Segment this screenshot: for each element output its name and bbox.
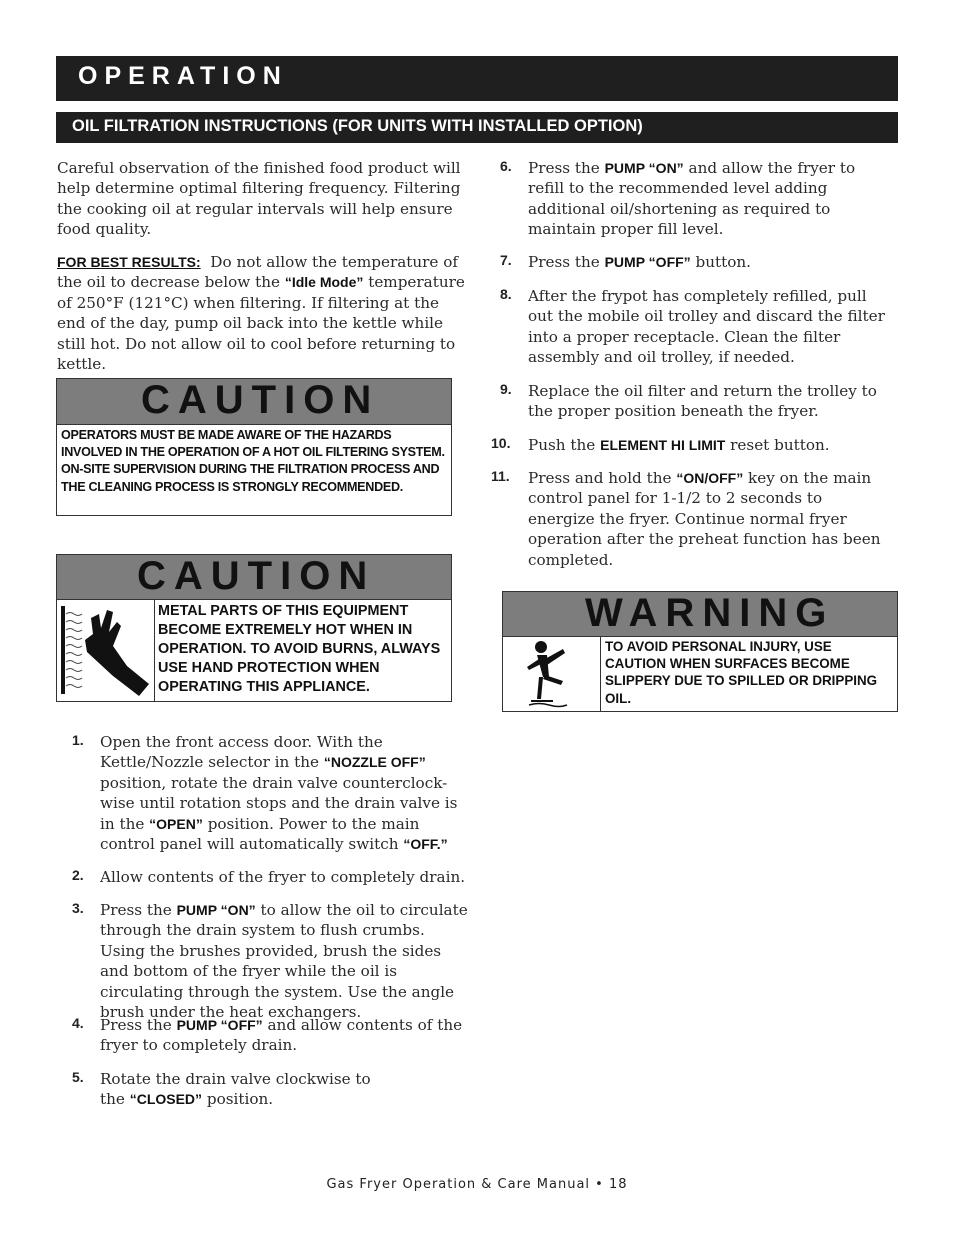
step-bold-part: “OFF.”: [403, 836, 448, 853]
caution-burns-text: METAL PARTS OF THIS EQUIPMENT BECOME EXTREMELY HOT WHEN IN OPERATION. TO AVOID BURNS, ALWAYS USE HAND PROTECTION WHEN OPERATING THIS APPLIANCE.: [158, 603, 441, 695]
step-text-part: button.: [695, 253, 751, 271]
step-text-part: reset button.: [730, 436, 830, 454]
step-number: 7.: [500, 252, 512, 268]
step-text-part: and allow the fryer to refill to the recommended level adding additional oil/shortening as required to maintain proper fill level.: [528, 159, 856, 239]
step-text: [100, 867, 468, 887]
step-text: [528, 381, 878, 422]
step-bold-part: “OPEN”: [149, 815, 203, 832]
step-text: [100, 900, 468, 1022]
step-text-part: Push the: [528, 436, 596, 454]
intro-text: Careful observation of the finished food product will help determine optimal filtering frequency. Filtering the cooking oil at regular intervals will help ensure food quality.: [57, 159, 461, 239]
step-number: 1.: [72, 732, 84, 748]
step-bold-part: PUMP “ON”: [176, 902, 256, 918]
step-number: 6.: [500, 158, 512, 174]
header-bar: [56, 56, 898, 101]
step-text-part: Press and hold the: [528, 469, 672, 487]
caution-hazards-text: OPERATORS MUST BE MADE AWARE OF THE HAZARDS INVOLVED IN THE OPERATION OF A HOT OIL FILTERING SYSTEM. ON-SITE SUPERVISION DURING THE FILTRATION PROCESS AND THE CLEANING PROCESS IS STRONGLY RECOMMENDED.: [61, 428, 445, 494]
step-text-part: Allow contents of the fryer to completely drain.: [100, 868, 466, 886]
best-results-bold-1: “Idle Mode”: [284, 274, 364, 291]
warning-header: [503, 592, 897, 637]
warning-title: WARNING: [585, 591, 835, 635]
step-bold-part: PUMP “OFF”: [176, 1017, 263, 1033]
page-footer: Gas Fryer Operation & Care Manual • 18: [326, 1177, 628, 1192]
step-text-part: position.: [206, 1090, 274, 1109]
step-bold-part: “ON/OFF”: [676, 470, 744, 486]
step-text-part: to allow the oil to circulate through the drain system to flush crumbs. Using the brushes provided, brush the sides and bottom of the fryer while the oil is circulating through the system. Use the angle brush under the heat exchangers.: [100, 901, 468, 1022]
step-text: [528, 286, 892, 368]
step-text: [528, 435, 892, 455]
step-text: [528, 158, 888, 240]
step-number: 4.: [72, 1015, 84, 1031]
step-bold-part: “NOZZLE OFF”: [323, 754, 426, 771]
step-text-part: Replace the oil filter and return the trolley to the proper position beneath the fryer.: [528, 382, 877, 421]
caution-header: [57, 379, 451, 425]
best-results-paragraph: [57, 252, 467, 374]
step-number: 10.: [491, 435, 511, 451]
caution-title: CAUTION: [137, 554, 376, 598]
step-bold-part: “CLOSED”: [129, 1091, 203, 1108]
best-results-text-2: temperature of 250°F (121°C) when filtering. If filtering at the end of the day, pump oil back into the kettle while still hot. Do not allow oil to cool before returning to kettle.: [57, 273, 465, 374]
step-number: 5.: [72, 1069, 84, 1085]
step-text-part: position. Power to the main control panel will automatically switch: [100, 814, 420, 854]
hot-surface-icon-cell: [57, 600, 155, 701]
hot-surface-hand-icon: [57, 600, 153, 700]
step-text: [100, 732, 468, 854]
section-bar: [56, 112, 898, 143]
step-bold-part: PUMP “ON”: [604, 160, 684, 176]
intro-paragraph: [57, 158, 467, 240]
step-text-part: and allow contents of the fryer to completely drain.: [100, 1016, 463, 1055]
caution-box-burns: [56, 554, 452, 702]
best-results-label: FOR BEST RESULTS:: [57, 254, 201, 270]
slip-icon-cell: [503, 637, 601, 711]
step-text: [100, 1069, 400, 1110]
slipping-person-icon: [503, 637, 599, 709]
step-bold-part: ELEMENT HI LIMIT: [600, 437, 726, 453]
step-text-part: Press the: [528, 159, 600, 177]
step-text-part: Press the: [100, 901, 172, 919]
caution-box-hazards: [56, 378, 452, 516]
caution-header: [57, 555, 451, 600]
step-number: 9.: [500, 381, 512, 397]
step-text: [100, 1015, 468, 1056]
best-results-text-1: Do not allow the temperature of the oil to decrease below the: [57, 253, 458, 292]
step-text-part: position, rotate the drain valve counterclock-wise until rotation stops and the drain valve is in the: [100, 773, 458, 833]
warning-box-slippery: [502, 591, 898, 712]
step-text-part: Open the front access door. With the Kettle/Nozzle selector in the: [100, 733, 383, 772]
caution-title: CAUTION: [141, 378, 380, 422]
step-text-part: Rotate the drain valve clockwise to the: [100, 1070, 371, 1109]
step-text-part: Press the: [100, 1016, 172, 1034]
step-text-part: Press the: [528, 253, 600, 271]
step-number: 8.: [500, 286, 512, 302]
step-number: 11.: [491, 468, 510, 484]
step-number: 3.: [72, 900, 84, 916]
page-title: OPERATION: [78, 62, 288, 90]
step-number: 2.: [72, 867, 84, 883]
step-text: [528, 468, 892, 570]
step-text-part: After the frypot has completely refilled, pull out the mobile oil trolley and discard the filter into a proper receptacle. Clean the filter assembly and oil trolley, if needed.: [528, 287, 885, 367]
step-text-part: key on the main control panel for 1-1/2 to 2 seconds to energize the fryer. Continue normal fryer operation after the preheat function has been completed.: [528, 469, 881, 569]
step-text: [528, 252, 888, 272]
section-title: OIL FILTRATION INSTRUCTIONS (FOR UNITS WITH INSTALLED OPTION): [72, 117, 643, 135]
warning-slippery-text: TO AVOID PERSONAL INJURY, USE CAUTION WHEN SURFACES BECOME SLIPPERY DUE TO SPILLED OR DRIPPING OIL.: [605, 639, 878, 706]
step-bold-part: PUMP “OFF”: [604, 254, 691, 270]
